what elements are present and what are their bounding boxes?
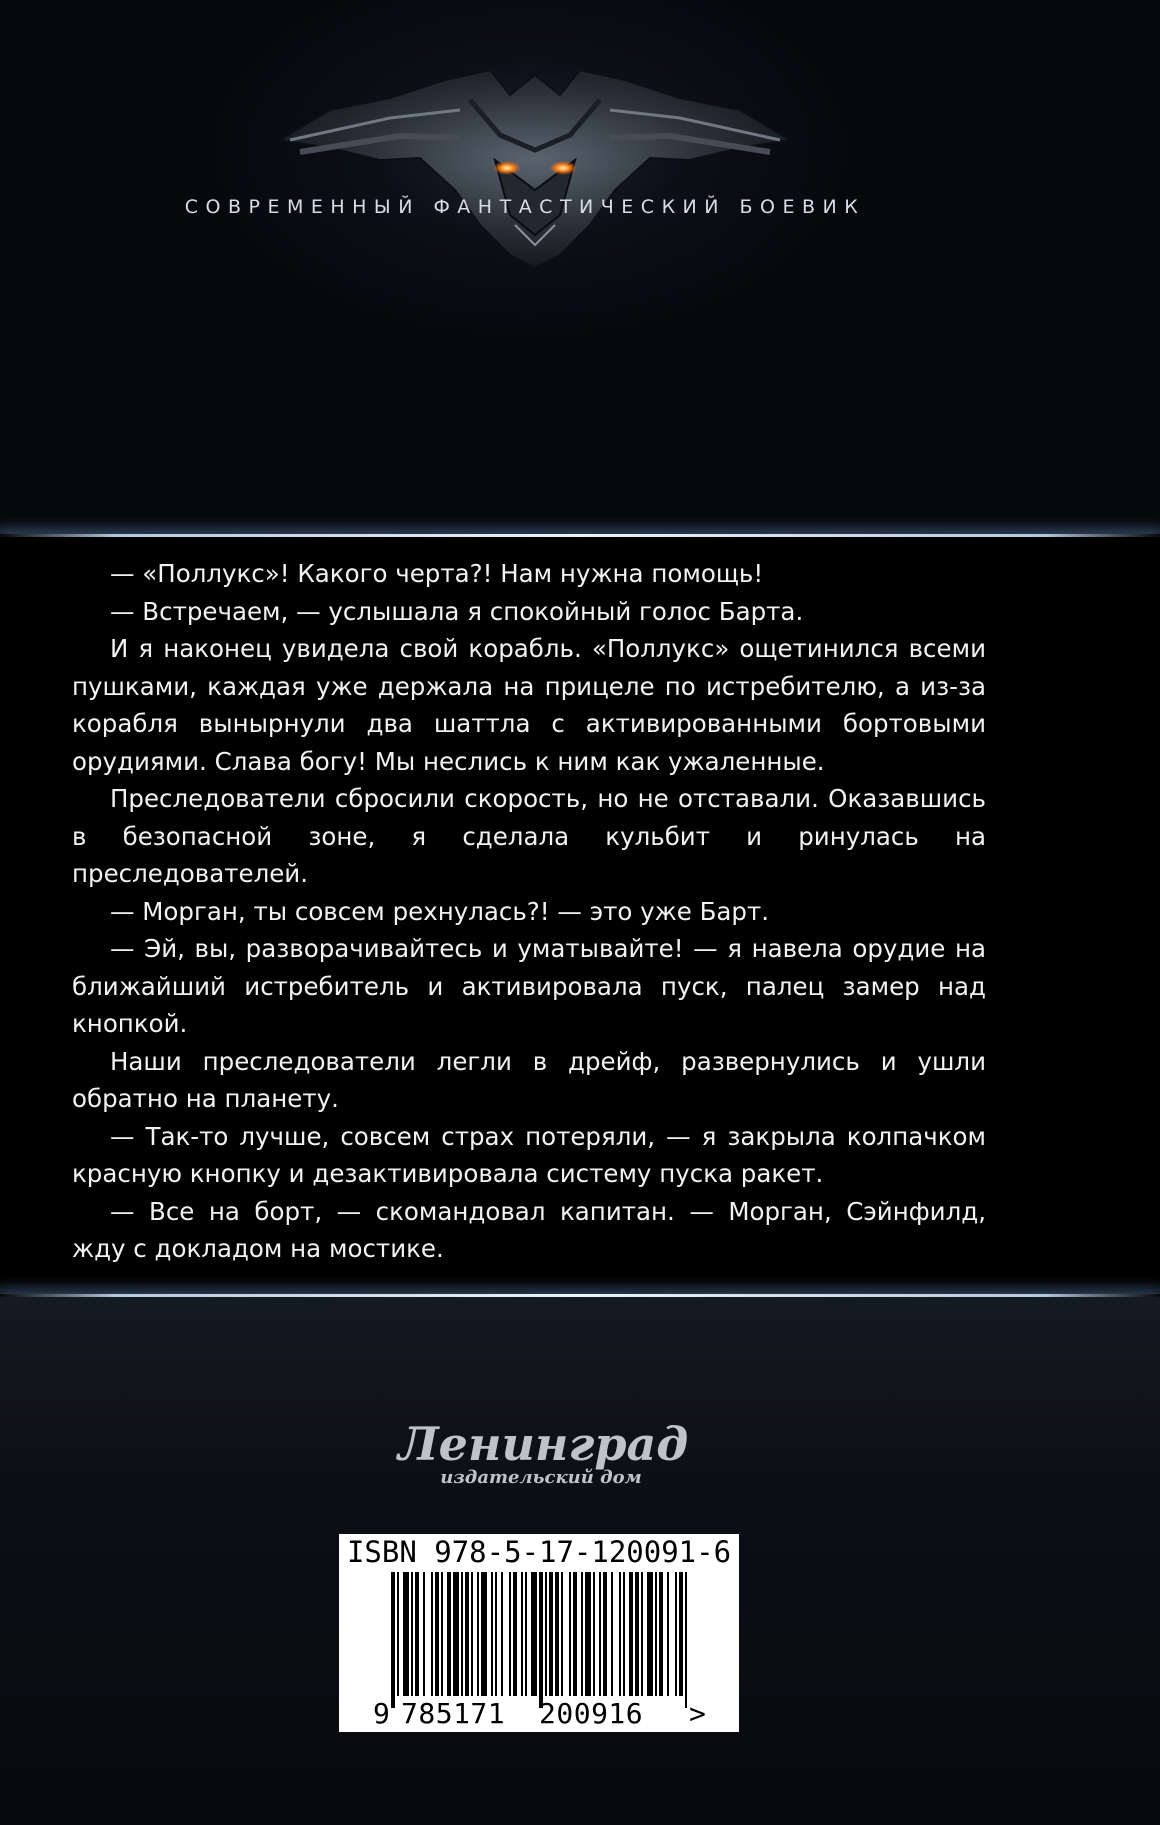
- barcode-bar: [521, 1572, 523, 1696]
- publisher-logo: [398, 1415, 689, 1499]
- isbn-barcode: [339, 1534, 739, 1732]
- barcode-bar: [599, 1572, 601, 1696]
- paragraph: — Все на борт, — скомандовал капитан. — Морган, Сэйнфилд, жду с докладом на мостике.: [72, 1196, 986, 1263]
- barcode-bar: [585, 1572, 591, 1696]
- barcode-bar: [569, 1572, 571, 1696]
- barcode-bar: [611, 1572, 613, 1696]
- barcode-bar: [561, 1572, 563, 1696]
- barcode-bar: [431, 1572, 433, 1696]
- barcode-digit-group-right: 200916: [539, 1697, 644, 1730]
- paragraph: Преследователи сбросили скорость, но не отставали. Оказавшись в безопасной зоне, я сделала кульбит и ринулась на преследователей.: [72, 784, 986, 888]
- barcode-bar: [545, 1572, 547, 1696]
- barcode-bar: [525, 1572, 527, 1696]
- barcode-bar: [581, 1572, 583, 1696]
- barcode-bar: [679, 1572, 683, 1696]
- barcode-bar: [495, 1572, 497, 1696]
- barcode-bar: [619, 1572, 621, 1696]
- barcode-bar: [391, 1572, 395, 1708]
- barcode-bar: [471, 1572, 473, 1696]
- barcode-bar: [593, 1572, 595, 1696]
- cover-top-area: [0, 0, 1160, 536]
- paragraph: — Эй, вы, разворачивайтесь и уматывайте! — я навела орудие на ближайший истребитель и активировала пуск, палец замер над кнопкой.: [72, 934, 986, 1038]
- publisher-subtitle: издательский дом: [440, 1467, 642, 1488]
- barcode-bar: [635, 1572, 639, 1696]
- barcode-bar: [423, 1572, 425, 1696]
- paragraph: Наши преследователи легли в дрейф, развернулись и ушли обратно на планету.: [72, 1046, 986, 1113]
- barcode-bar: [629, 1572, 633, 1696]
- barcode-bar: [509, 1572, 511, 1696]
- paragraph: — Морган, ты совсем рехнулась?! — это уже Барт.: [110, 896, 770, 926]
- barcode-bar: [461, 1572, 463, 1696]
- cover-bottom-area: [0, 1297, 1160, 1825]
- barcode-digits: [339, 1698, 739, 1732]
- barcode-digit-first: 9: [373, 1697, 390, 1730]
- barcode-bar: [411, 1572, 413, 1696]
- barcode-bar: [441, 1572, 443, 1696]
- barcode-bar: [453, 1572, 459, 1696]
- barcode-bar: [667, 1572, 669, 1696]
- barcode-bar: [539, 1572, 543, 1708]
- barcode-bar: [415, 1572, 419, 1696]
- paragraph: — «Поллукс»! Какого черта?! Нам нужна помощь!: [110, 559, 764, 588]
- barcode-bar: [531, 1572, 537, 1696]
- barcode-bar: [465, 1572, 469, 1696]
- series-label: СОВРЕМЕННЫЙ ФАНТАСТИЧЕСКИЙ БОЕВИК: [184, 196, 866, 218]
- barcode-bar: [397, 1572, 399, 1696]
- barcode-bar: [641, 1572, 643, 1696]
- barcode-bar: [685, 1572, 687, 1708]
- barcode-bar: [675, 1572, 677, 1696]
- barcode-bar: [603, 1572, 607, 1696]
- barcode-bar: [403, 1572, 409, 1696]
- barcode-bar: [477, 1572, 479, 1696]
- excerpt-text: [72, 555, 986, 1268]
- barcode-bars: [391, 1572, 687, 1708]
- mechanical-skull-emblem-icon: [270, 40, 800, 270]
- barcode-bar: [501, 1572, 503, 1696]
- barcode-bar: [623, 1572, 625, 1696]
- barcode-bar: [655, 1572, 657, 1696]
- barcode-digit-group-left: 785171: [401, 1697, 506, 1730]
- paragraph: И я наконец увидела свой корабль. «Поллукс» ощетинился всеми пушками, каждая уже держала на прицеле по истребителю, а из-за корабля вынырнули два шаттла с активированными бортовыми орудиями. Слава богу! Мы неслись к ним как ужаленные.: [72, 634, 986, 776]
- barcode-quiet-zone-arrow: >: [689, 1697, 706, 1730]
- paragraph: — Так-то лучше, совсем страх потеряли, — я закрыла колпачком красную кнопку и дезактивировала систему пуска ракет.: [72, 1121, 986, 1188]
- barcode-bar: [549, 1572, 553, 1696]
- barcode-bar: [513, 1572, 517, 1696]
- barcode-bar: [555, 1572, 559, 1696]
- barcode-bar: [447, 1572, 451, 1696]
- excerpt-panel: [0, 537, 1160, 1293]
- barcode-bar: [491, 1572, 493, 1696]
- barcode-bar: [573, 1572, 577, 1696]
- paragraph: — Встречаем, — услышала я спокойный голос Барта.: [110, 596, 804, 626]
- barcode-bar: [435, 1572, 439, 1696]
- publisher-name: Ленинград: [398, 1417, 689, 1471]
- barcode-bar: [481, 1572, 487, 1696]
- isbn-text: ISBN 978-5-17-120091-6: [346, 1535, 732, 1569]
- barcode-bar: [647, 1572, 653, 1696]
- barcode-bar: [659, 1572, 663, 1696]
